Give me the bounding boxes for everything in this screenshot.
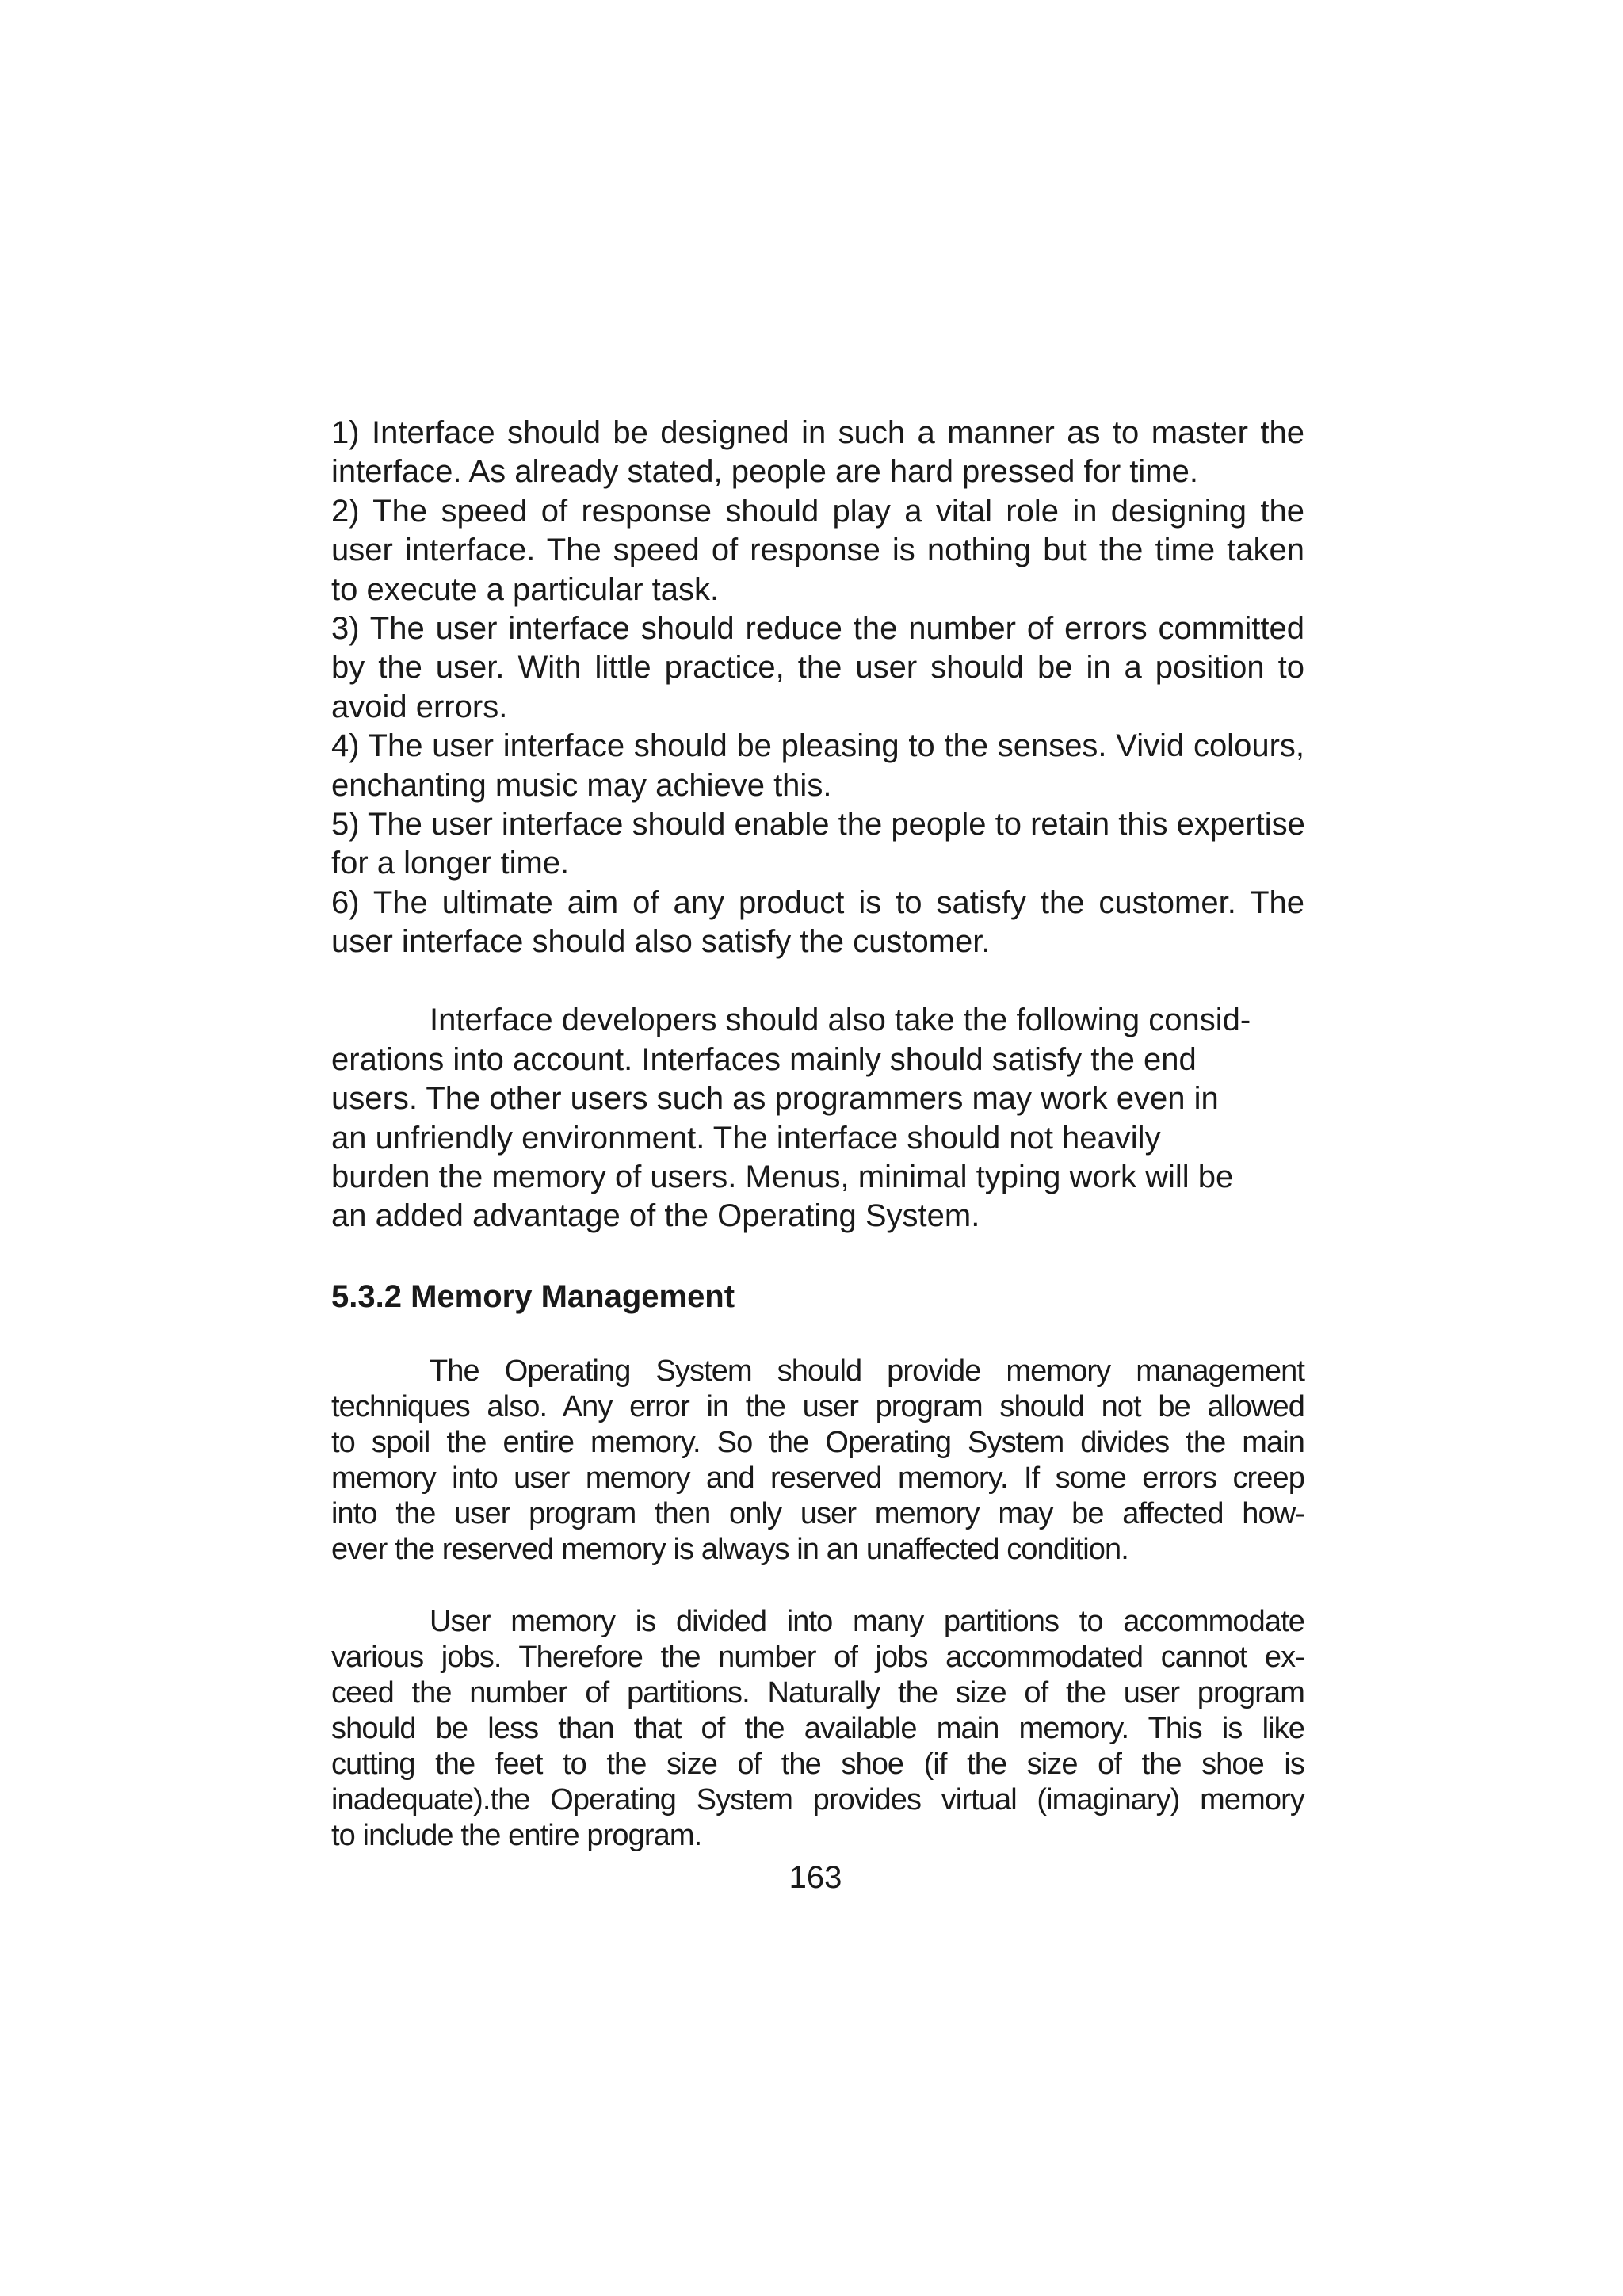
paragraph-line: should be less than that of the available main memory. This is like bbox=[331, 1711, 1304, 1745]
paragraph-line: User memory is divided into many partitions to accommodate bbox=[430, 1604, 1304, 1638]
list-line: user interface should also satisfy the customer. bbox=[331, 924, 991, 960]
list-line: for a longer time. bbox=[331, 846, 570, 881]
paragraph-line: into the user program then only user memory may be affected how- bbox=[331, 1496, 1304, 1530]
section-heading: 5.3.2 Memory Management bbox=[331, 1278, 735, 1314]
paragraph-line: ceed the number of partitions. Naturally the size of the user program bbox=[331, 1675, 1304, 1710]
page-number-text: 163 bbox=[789, 1860, 842, 1895]
paragraph-memory-management bbox=[331, 1354, 1304, 1568]
paragraph-line: to include the entire program. bbox=[331, 1818, 702, 1852]
paragraph-line: ever the reserved memory is always in an unaffected condition. bbox=[331, 1532, 1128, 1566]
list-line: 6) The ultimate aim of any product is to satisfy the customer. The bbox=[331, 884, 1304, 920]
list-line: interface. As already stated, people are hard pressed for time. bbox=[331, 454, 1198, 490]
paragraph-user-memory bbox=[331, 1604, 1304, 1854]
list-line: 2) The speed of response should play a vital role in designing the bbox=[331, 493, 1304, 529]
paragraph-line: burden the memory of users. Menus, minimal typing work will be bbox=[331, 1159, 1234, 1195]
list-line: avoid errors. bbox=[331, 689, 508, 724]
list-line: to execute a particular task. bbox=[331, 571, 720, 607]
spacer bbox=[331, 961, 1304, 1001]
list-line: 4) The user interface should be pleasing to the senses. Vivid colours, bbox=[331, 728, 1304, 764]
page-number bbox=[0, 1858, 1623, 1897]
list-line: 5) The user interface should enable the people to retain this expertise bbox=[331, 806, 1305, 842]
paragraph-line: cutting the feet to the size of the shoe (if the size of the shoe is bbox=[331, 1747, 1304, 1781]
paragraph-line: an unfriendly environment. The interface should not heavily bbox=[331, 1120, 1161, 1156]
paragraph-line: memory into user memory and reserved memory. If some errors creep bbox=[331, 1461, 1304, 1495]
page-body bbox=[331, 414, 1304, 1854]
paragraph-line: The Operating System should provide memory management bbox=[430, 1354, 1304, 1388]
paragraph-line: users. The other users such as programmers may work even in bbox=[331, 1081, 1219, 1117]
paragraph-line: inadequate).the Operating System provides virtual (imaginary) memory bbox=[331, 1782, 1304, 1817]
paragraph-line: techniques also. Any error in the user program should not be allowed bbox=[331, 1389, 1304, 1423]
paragraph-line: to spoil the entire memory. So the Operating System divides the main bbox=[331, 1425, 1304, 1459]
paragraph-line: various jobs. Therefore the number of jobs accommodated cannot ex- bbox=[331, 1640, 1304, 1674]
paragraph-line: erations into account. Interfaces mainly should satisfy the end bbox=[331, 1041, 1197, 1077]
list-line: 1) Interface should be designed in such a manner as to master the bbox=[331, 415, 1304, 450]
list-line: 3) The user interface should reduce the number of errors committed bbox=[331, 610, 1304, 646]
paragraph-interface-considerations bbox=[331, 1001, 1304, 1236]
list-line: enchanting music may achieve this. bbox=[331, 767, 832, 803]
spacer bbox=[331, 1568, 1304, 1604]
paragraph-line: an added advantage of the Operating System. bbox=[331, 1198, 980, 1234]
spacer bbox=[331, 1317, 1304, 1354]
paragraph-line: Interface developers should also take the following consid- bbox=[430, 1003, 1251, 1038]
spacer bbox=[331, 1236, 1304, 1276]
list-block bbox=[331, 414, 1304, 961]
list-line: by the user. With little practice, the user should be in a position to bbox=[331, 650, 1304, 686]
list-line: user interface. The speed of response is nothing but the time taken bbox=[331, 533, 1304, 568]
